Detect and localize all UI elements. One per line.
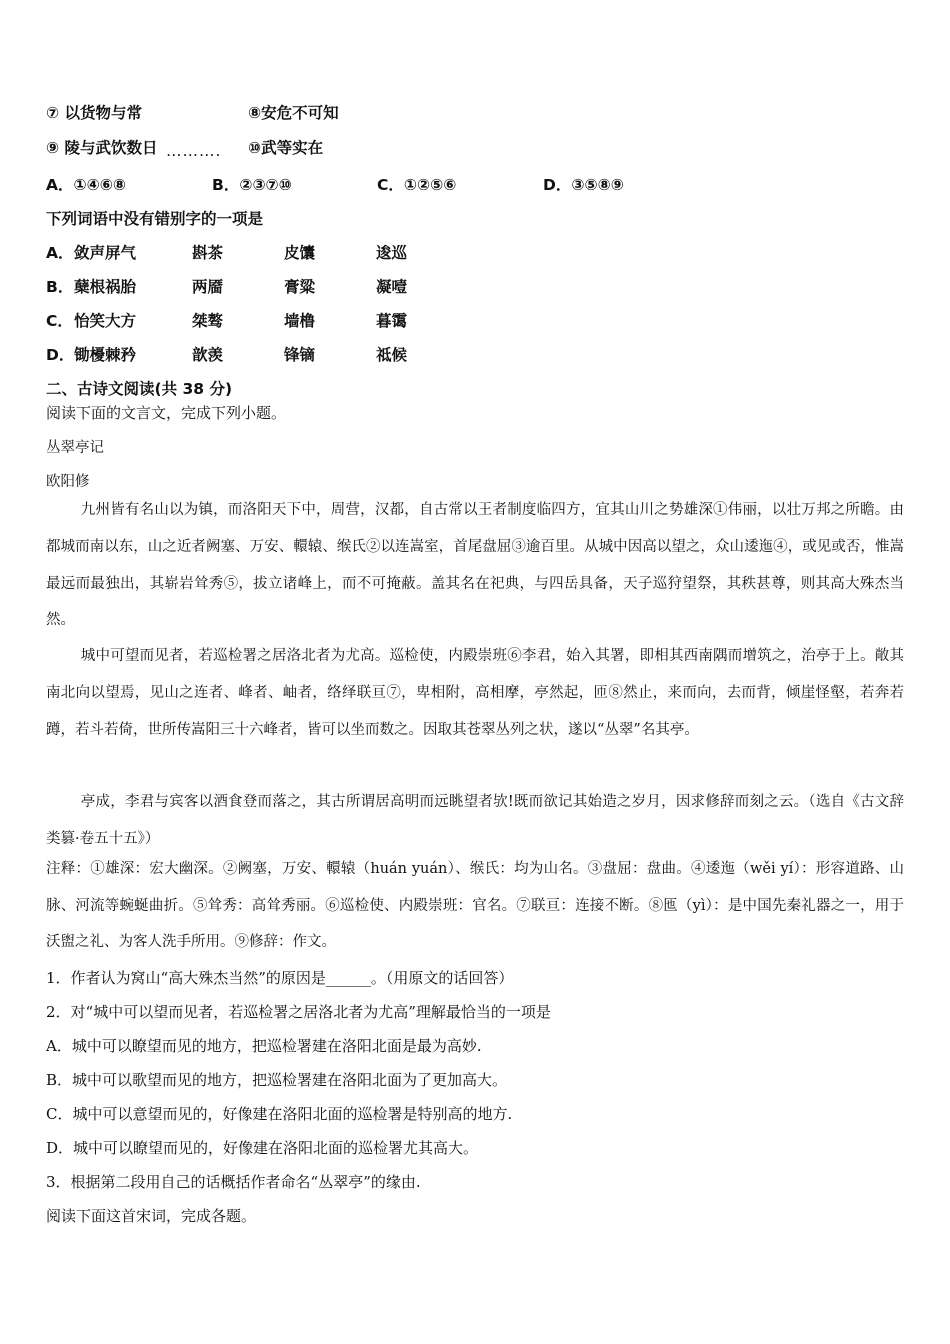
typo-word: 锄櫌棘矜 bbox=[74, 346, 137, 364]
option-10: ⑩武等实在 bbox=[248, 139, 324, 157]
choice-d: D．③⑤⑧⑨ bbox=[543, 176, 624, 194]
typo-word: 斟茶 bbox=[192, 244, 224, 262]
typo-word: 蘖根祸胎 bbox=[74, 278, 137, 296]
essay-author: 欧阳修 bbox=[46, 474, 90, 490]
typo-word: 墙橹 bbox=[284, 312, 316, 330]
question-2: 2．对“城中可以望而见者，若巡检署之居洛北者为尤高”理解最恰当的一项是 bbox=[46, 1003, 551, 1021]
question-stem: 下列词语中没有错别字的一项是 bbox=[46, 210, 264, 228]
typo-word: 敛声屏气 bbox=[74, 244, 137, 262]
question-2-option-c: C．城中可以意望而见的，好像建在洛阳北面的巡检署是特别高的地方. bbox=[46, 1105, 513, 1123]
section-heading: 二、古诗文阅读(共 38 分) bbox=[46, 380, 233, 398]
essay-paragraph-3: 亭成，李君与宾客以酒食登而落之，其古所谓居高明而远眺望者欤!既而欲记其始造之岁月，因求修辞而刻之云。（选自《古文辞类篡·卷五十五》） bbox=[46, 794, 904, 847]
typo-word: 皮馕 bbox=[284, 244, 316, 262]
choice-a: A．①④⑥⑧ bbox=[46, 176, 126, 194]
option-row-1 bbox=[46, 101, 142, 123]
typo-word: 两靥 bbox=[192, 278, 224, 296]
typo-word: 逡巡 bbox=[376, 244, 408, 262]
option-9: ⑨ 陵与武饮数日 bbox=[46, 139, 158, 157]
typo-word: 暮霭 bbox=[376, 312, 408, 330]
question-2-option-d: D．城中可以瞭望而见的，好像建在洛阳北面的巡检署尤其高大。 bbox=[46, 1139, 479, 1157]
essay-notes: 注释：①雄深：宏大幽深。②阙塞，万安、轘辕（huán yuán）、缑氏：均为山名。③盘屈：盘曲。④逶迤（wěi yí）：形容道路、山脉、河流等蜿蜒曲折。⑤耸秀：高耸秀丽。⑥巡检使、内殿崇班：官名。⑦联亘：连接不断。⑧匜（yì）：是中国先秦礼器之一，用于沃盥之礼、为客人洗手所用。⑨修辞：作文。 bbox=[46, 861, 904, 950]
option-7: ⑦ 以货物与常 bbox=[46, 104, 143, 122]
question-1: 1．作者认为窝山“高大殊杰当然”的原因是______。（用原文的话回答） bbox=[46, 969, 514, 987]
typo-label: B． bbox=[46, 278, 74, 296]
typo-word: 凝噎 bbox=[376, 278, 408, 296]
typo-label: A． bbox=[46, 244, 74, 262]
song-ci-instruction: 阅读下面这首宋词，完成各题。 bbox=[46, 1207, 257, 1225]
typo-word: 膏粱 bbox=[284, 278, 316, 296]
typo-label: D． bbox=[46, 346, 75, 364]
question-2-option-b: B．城中可以歌望而见的地方，把巡检署建在洛阳北面为了更加高大。 bbox=[46, 1071, 508, 1089]
typo-word: 歆羡 bbox=[192, 346, 224, 364]
choice-b: B．②③⑦⑩ bbox=[212, 176, 292, 194]
typo-label: C． bbox=[46, 312, 73, 330]
essay-title: 丛翠亭记 bbox=[46, 440, 104, 456]
typo-word: 祗候 bbox=[376, 346, 408, 364]
typo-word: 怡笑大方 bbox=[74, 312, 137, 330]
typo-word: 锋镝 bbox=[284, 346, 316, 364]
essay-paragraph-1: 九州皆有名山以为镇，而洛阳天下中，周营，汉都，自古常以王者制度临四方，宜其山川之势雄深①伟丽，以壮万邦之所瞻。由都城而南以东，山之近者阙塞、万安、轘辕、缑氏②以连嵩室，首尾盘屈③逾百里。从城中因高以望之，众山逶迤④，或见或否，惟嵩最远而最独出，其崭岩耸秀⑤，拔立诸峰上，而不可掩蔽。盖其名在祀典，与四岳具备，天子巡狩望祭，其秩甚尊，则其高大殊杰当然。 bbox=[46, 502, 904, 629]
typo-word: 桀骜 bbox=[192, 312, 224, 330]
question-2-option-a: A．城中可以瞭望而见的地方，把巡检署建在洛阳北面是最为高妙. bbox=[46, 1037, 482, 1055]
reading-instruction: 阅读下面的文言文，完成下列小题。 bbox=[46, 404, 287, 422]
option-8: ⑧安危不可知 bbox=[248, 104, 339, 122]
essay-paragraph-2: 城中可望而见者，若巡检署之居洛北者为尤高。巡检使，内殿崇班⑥李君，始入其署，即相其西南隅而增筑之，治亭于上。敞其南北向以望焉，见山之连者、峰者、岫者，络绎联亘⑦，卑相附，高相摩，亭然起，匝⑧然止，来而向，去而背，倾崖怪壑，若奔若蹲，若斗若倚，世所传嵩阳三十六峰者，皆可以坐而数之。因取其苍翠丛列之状，遂以“丛翠”名其亭。 bbox=[46, 648, 904, 738]
question-3: 3．根据第二段用自己的话概括作者命名“丛翠亭”的缘由. bbox=[46, 1173, 421, 1191]
emphasis-dots: ………. bbox=[166, 142, 222, 160]
choice-c: C．①②⑤⑥ bbox=[377, 176, 457, 194]
